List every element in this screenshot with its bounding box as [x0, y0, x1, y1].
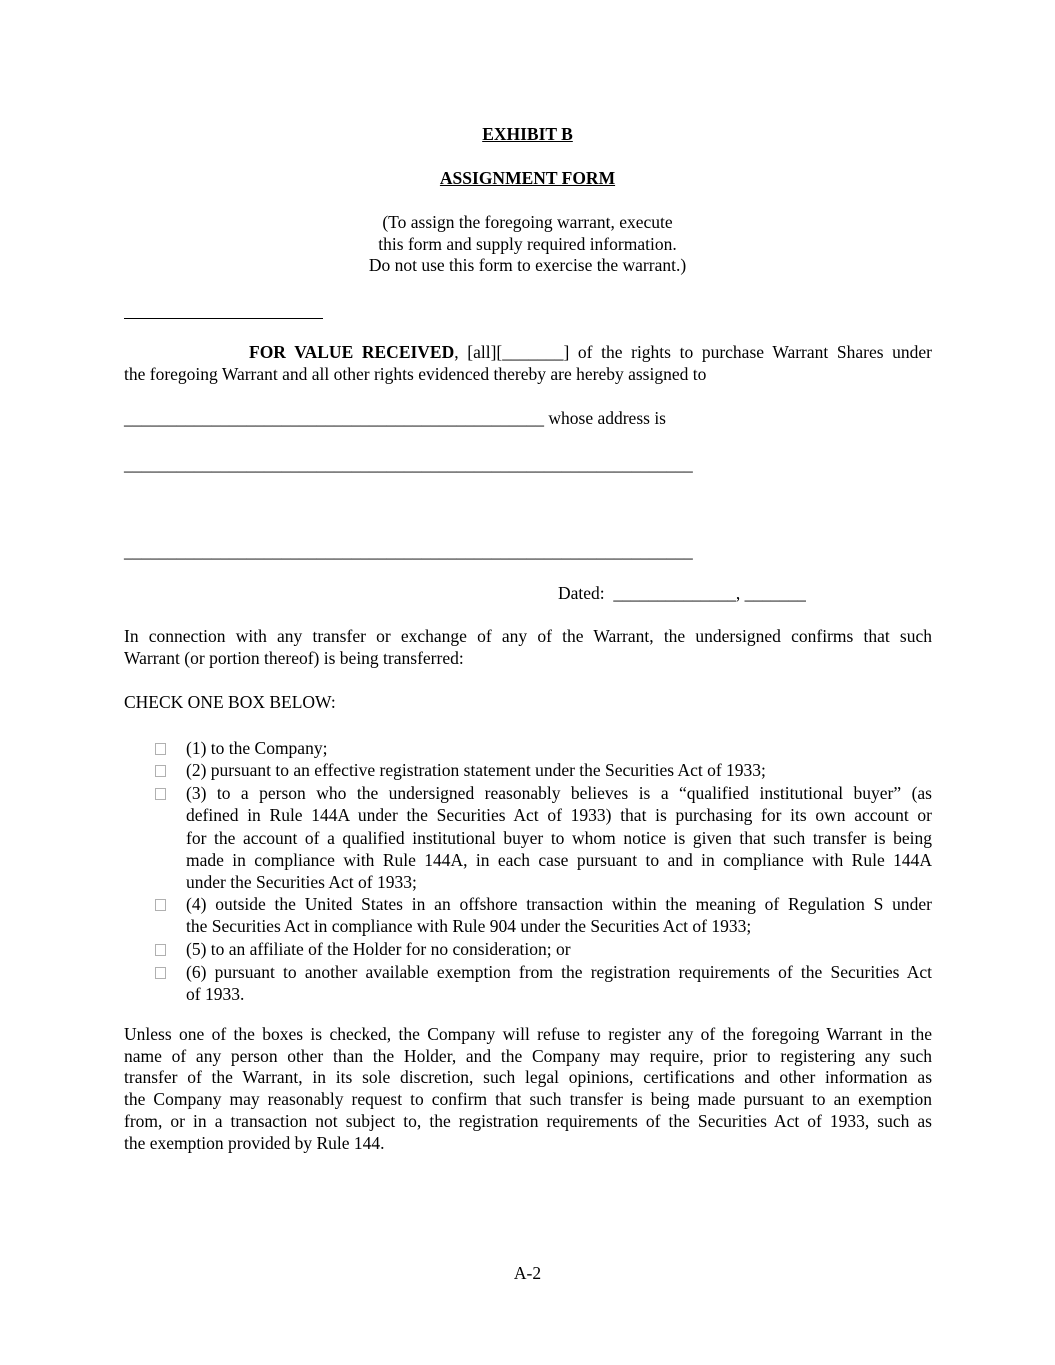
- option-line: under the Securities Act of 1933;: [186, 872, 417, 893]
- option-text: [186, 737, 932, 759]
- closing-paragraph: [124, 1024, 932, 1154]
- closing-line: Unless one of the boxes is checked, the Company will refuse to register any of the foregoing Warrant in the: [124, 1024, 932, 1044]
- option-text: [186, 782, 932, 893]
- option-line: (2) pursuant to an effective registration statement under the Securities Act of 1933;: [186, 760, 766, 780]
- option-line: (6) pursuant to another available exemption from the registration requirements of the Securities Act: [186, 962, 932, 982]
- option-text: [186, 893, 932, 938]
- instruction-line: this form and supply required information.: [378, 233, 677, 254]
- checkbox-option-4[interactable]: [155, 899, 166, 911]
- address-line-2[interactable]: _________________________________________________________________: [124, 541, 693, 561]
- exhibit-title: EXHIBIT B: [482, 124, 573, 144]
- assignment-line1-rest: , [all][_______] of the rights to purchase Warrant Shares under: [454, 342, 932, 362]
- address-label: whose address is: [548, 408, 666, 428]
- option-line: defined in Rule 144A under the Securities Act of 1933) that is purchasing for its own account or: [186, 805, 932, 826]
- option-text: [186, 961, 932, 1006]
- checkbox-option-3[interactable]: [155, 788, 166, 800]
- option-line: (1) to the Company;: [186, 738, 328, 758]
- closing-line: the Company may reasonably request to confirm that such transfer is being made pursuant to an exemption: [124, 1089, 932, 1110]
- option-line: (5) to an affiliate of the Holder for no consideration; or: [186, 939, 571, 959]
- instruction-line: (To assign the foregoing warrant, execute: [382, 212, 673, 232]
- option-text: [186, 759, 932, 781]
- assignment-line: [124, 342, 932, 364]
- option-line: for the account of a qualified institutional buyer to whom notice is given that such transfer is being: [186, 827, 932, 848]
- option-line: made in compliance with Rule 144A, in each case pursuant to and in compliance with Rule 144A: [186, 849, 932, 870]
- option-line: of 1933.: [186, 984, 245, 1005]
- dated-label: Dated:: [558, 583, 605, 603]
- for-value-received: FOR VALUE RECEIVED: [249, 342, 455, 362]
- closing-line: name of any person other than the Holder, and the Company may require, prior to registering any such: [124, 1045, 932, 1066]
- assignment-line: the foregoing Warrant and all other rights evidenced thereby are hereby assigned to: [124, 363, 707, 384]
- option-line: the Securities Act in compliance with Rule 904 under the Securities Act of 1933;: [186, 916, 752, 937]
- option-line: (3) to a person who the undersigned reasonably believes is a “qualified institutional buyer” (as: [186, 783, 932, 803]
- instruction-line: Do not use this form to exercise the warrant.): [368, 255, 687, 276]
- checkbox-option-6[interactable]: [155, 967, 166, 979]
- checkbox-option-2[interactable]: [155, 765, 166, 777]
- confirmation-paragraph: [124, 626, 932, 669]
- address-line-1[interactable]: _________________________________________________________________: [124, 454, 693, 474]
- page-number: A-2: [513, 1263, 542, 1283]
- confirmation-line: In connection with any transfer or exchange of any of the Warrant, the undersigned confirms that such: [124, 626, 932, 646]
- dated-row: [558, 583, 806, 604]
- dated-blank[interactable]: ______________, _______: [613, 583, 806, 603]
- option-line: (4) outside the United States in an offshore transaction within the meaning of Regulation S under: [186, 894, 932, 914]
- assignment-paragraph: [124, 342, 932, 385]
- signature-line: [124, 318, 323, 319]
- checkbox-option-1[interactable]: [155, 743, 166, 755]
- assignee-name-blank[interactable]: ________________________________________________: [124, 408, 544, 428]
- closing-line: transfer of the Warrant, in its sole discretion, such legal opinions, certifications and other information as: [124, 1067, 932, 1088]
- option-text: [186, 938, 932, 960]
- form-title: ASSIGNMENT FORM: [439, 168, 616, 188]
- closing-line: from, or in a transaction not subject to, the registration requirements of the Securities Act of 1933, such as: [124, 1110, 932, 1131]
- closing-line: the exemption provided by Rule 144.: [124, 1132, 385, 1153]
- instructions: [0, 212, 1055, 277]
- confirmation-line: Warrant (or portion thereof) is being transferred:: [124, 647, 464, 668]
- assignee-name-row: [124, 408, 666, 429]
- check-heading: CHECK ONE BOX BELOW:: [124, 692, 336, 712]
- checkbox-option-5[interactable]: [155, 944, 166, 956]
